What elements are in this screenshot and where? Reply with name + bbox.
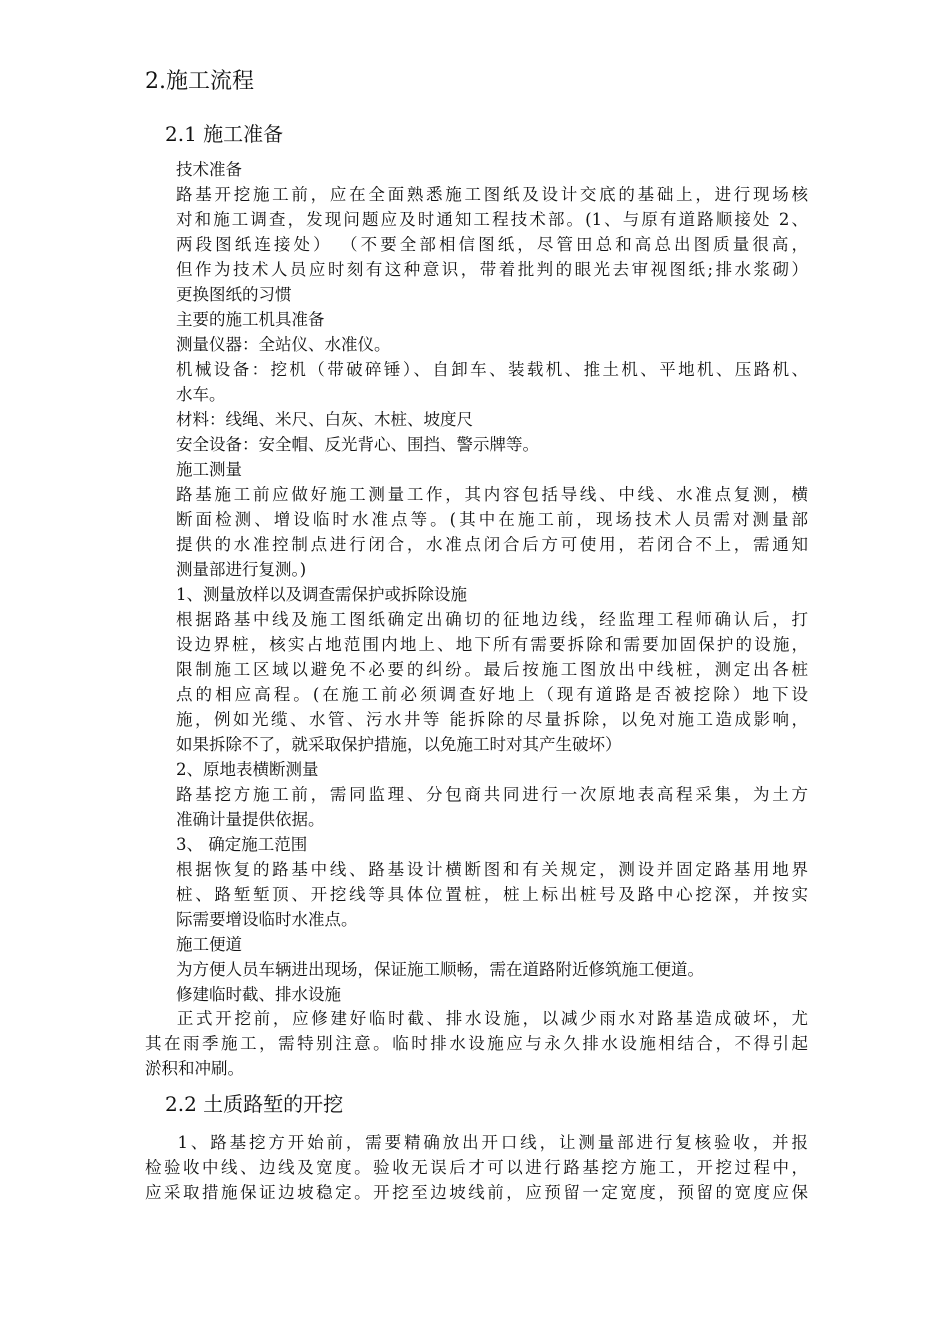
item-1-line: 设边界桩，核实占地范围内地上、地下所有需要拆除和需要加固保护的设施， (176, 635, 808, 654)
paragraph-line: 两段图纸连接处） （不要全部相信图纸，尽管田总和高总出图质量很高， (176, 235, 808, 254)
item-2-line: 准确计量提供依据。 (176, 810, 325, 829)
equipment-line: 机械设备：挖机（带破碎锤）、自卸车、装载机、推土机、平地机、压路机、 (176, 360, 808, 379)
item-1-title: 1、测量放样以及调查需保护或拆除设施 (176, 585, 467, 604)
equipment-line: 安全设备：安全帽、反光背心、围挡、警示牌等。 (176, 435, 539, 454)
item-1-line: 根据路基中线及施工图纸确定出确切的征地边线，经监理工程师确认后，打 (176, 610, 808, 629)
survey-line: 断面检测、增设临时水准点等。(其中在施工前，现场技术人员需对测量部 (176, 510, 808, 529)
section-2-2-heading: 2.2 土质路堑的开挖 (165, 1092, 344, 1116)
item-1-line: 限制施工区域以避免不必要的纠纷。最后按施工图放出中线桩，测定出各桩 (176, 660, 808, 679)
paragraph-line: 更换图纸的习惯 (176, 285, 292, 304)
excavation-line: 应采取措施保证边坡稳定。开挖至边坡线前，应预留一定宽度，预留的宽度应保 (145, 1183, 808, 1202)
paragraph-line: 但作为技术人员应时刻有这种意识，带着批判的眼光去审视图纸;排水浆砌） (176, 260, 808, 279)
access-road-line: 为方便人员车辆进出现场，保证施工顺畅，需在道路附近修筑施工便道。 (176, 960, 704, 979)
survey-line: 提供的水准控制点进行闭合，水准点闭合后方可使用，若闭合不上，需通知 (176, 535, 808, 554)
excavation-block (145, 1130, 808, 1205)
tech-prep-block (176, 157, 808, 1007)
item-3-line: 根据恢复的路基中线、路基设计横断图和有关规定，测设并固定路基用地界 (176, 860, 808, 879)
chapter-heading: 2.施工流程 (145, 69, 254, 94)
access-road-title: 施工便道 (176, 935, 242, 954)
survey-line: 测量部进行复测。) (176, 560, 307, 579)
item-2-line: 路基挖方施工前，需同监理、分包商共同进行一次原地表高程采集，为土方 (176, 785, 808, 804)
equipment-line: 水车。 (176, 385, 226, 404)
excavation-line: 检验收中线、边线及宽度。验收无误后才可以进行路基挖方施工，开挖过程中， (145, 1158, 808, 1177)
drainage-block (145, 1006, 808, 1081)
drainage-line: 淤积和冲刷。 (145, 1059, 244, 1078)
item-1-line: 如果拆除不了，就采取保护措施，以免施工时对其产生破坏） (176, 735, 622, 754)
equipment-title: 主要的施工机具准备 (176, 310, 325, 329)
item-1-line: 施，例如光缆、水管、污水井等 能拆除的尽量拆除，以免对施工造成影响， (176, 710, 808, 729)
section-2-1-heading: 2.1 施工准备 (165, 122, 284, 146)
survey-title: 施工测量 (176, 460, 242, 479)
drainage-line: 其在雨季施工，需特别注意。临时排水设施应与永久排水设施相结合，不得引起 (145, 1034, 808, 1053)
survey-line: 路基施工前应做好施工测量工作，其内容包括导线、中线、水准点复测，横 (176, 485, 808, 504)
item-3-line: 桩、路堑堑顶、开挖线等具体位置桩，桩上标出桩号及路中心挖深，并按实 (176, 885, 808, 904)
drainage-title: 修建临时截、排水设施 (176, 985, 341, 1004)
item-3-title: 3、 确定施工范围 (176, 835, 308, 854)
item-2-title: 2、原地表横断测量 (176, 760, 319, 779)
tech-prep-title: 技术准备 (176, 160, 242, 179)
equipment-line: 材料：线绳、米尺、白灰、木桩、坡度尺 (176, 410, 473, 429)
equipment-line: 测量仪器：全站仪、水准仪。 (176, 335, 391, 354)
item-1-line: 点的相应高程。(在施工前必须调查好地上（现有道路是否被挖除）地下设 (176, 685, 808, 704)
paragraph-line: 路基开挖施工前，应在全面熟悉施工图纸及设计交底的基础上，进行现场核 (176, 185, 808, 204)
paragraph-line: 对和施工调查，发现问题应及时通知工程技术部。(1、与原有道路顺接处 2、 (176, 210, 808, 229)
drainage-line: 正式开挖前，应修建好临时截、排水设施，以减少雨水对路基造成破坏，尤 (145, 1009, 808, 1028)
excavation-line: 1、路基挖方开始前，需要精确放出开口线，让测量部进行复核验收，并报 (145, 1133, 808, 1152)
item-3-line: 际需要增设临时水准点。 (176, 910, 358, 929)
